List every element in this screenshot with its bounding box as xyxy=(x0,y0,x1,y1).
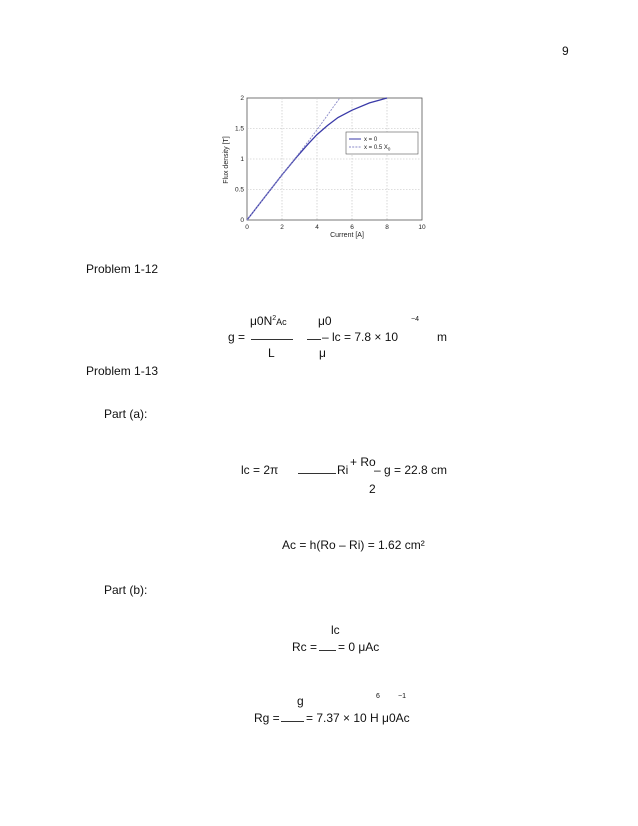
p12-fraction-bar-1 xyxy=(251,339,293,340)
lc-ro: + Ro xyxy=(350,455,376,469)
x-tick-label: 0 xyxy=(245,224,249,231)
rc-rhs: = 0 μAc xyxy=(338,640,380,654)
p12-rhs: – lc = 7.8 × 10 xyxy=(322,330,399,344)
rg-numerator: g xyxy=(297,694,304,708)
plot-legend xyxy=(346,132,418,154)
problem-1-12-heading: Problem 1-12 xyxy=(86,262,159,276)
rc-lhs: Rc = xyxy=(292,640,318,654)
rg-exponent-6: 6 xyxy=(376,693,380,700)
p12-unit: m xyxy=(437,330,447,344)
rg-fraction-bar xyxy=(281,721,304,722)
y-tick-label: 0.5 xyxy=(234,186,244,194)
p12-exponent: −4 xyxy=(411,316,419,323)
problem-1-13-heading: Problem 1-13 xyxy=(86,364,159,378)
y-tick-label: 1 xyxy=(240,156,244,164)
lc-rhs: – g = 22.8 cm xyxy=(374,463,448,477)
lc-denominator: 2 xyxy=(369,482,376,496)
p12-num-ac: Ac xyxy=(276,317,287,327)
p12-numerator xyxy=(250,314,287,328)
y-axis-label: Flux density [T] xyxy=(223,136,230,184)
x-tick-label: 10 xyxy=(418,224,426,231)
rc-fraction-bar xyxy=(319,650,336,651)
ac-equation: Ac = h(Ro – Ri) = 1.62 cm² xyxy=(282,538,425,552)
lc-ri: Ri xyxy=(337,463,349,477)
x-tick-label: 4 xyxy=(315,224,319,231)
x-tick-label: 2 xyxy=(280,224,284,231)
p12-num-mu0n: μ0N xyxy=(250,314,273,328)
legend-entry-1: x = 0 xyxy=(364,137,378,144)
plot-grid xyxy=(247,98,422,220)
y-tick-label: 0 xyxy=(240,217,244,225)
rc-numerator: lc xyxy=(331,623,340,637)
p12-mu0: μ0 xyxy=(318,314,332,328)
y-tick-label: 1.5 xyxy=(234,125,244,133)
x-tick-label: 6 xyxy=(350,224,354,231)
lc-lhs: lc = 2π xyxy=(241,463,279,477)
p12-fraction-bar-2 xyxy=(307,339,321,340)
p12-denominator-l: L xyxy=(268,346,275,360)
rg-exponent-minus-1: −1 xyxy=(398,693,406,700)
part-a-label: Part (a): xyxy=(104,407,148,421)
legend-entry-subscript: 0 xyxy=(387,146,391,152)
p12-lhs: g = xyxy=(228,330,246,344)
legend-entry-2: x = 0.5 $X_0$ xyxy=(364,145,391,152)
lc-fraction-bar xyxy=(298,473,336,474)
page-number: 9 xyxy=(562,44,569,58)
rg-rhs: = 7.37 × 10 H μ0Ac xyxy=(306,711,410,725)
flux-current-chart xyxy=(214,88,436,240)
p12-denominator-mu: μ xyxy=(319,346,326,360)
y-tick-label: 2 xyxy=(240,95,244,103)
x-tick-label: 8 xyxy=(385,224,389,231)
rg-lhs: Rg = xyxy=(254,711,280,725)
x-axis-label: Current [A] xyxy=(330,232,364,239)
p12-num-sup: 2 xyxy=(272,315,277,322)
part-b-label: Part (b): xyxy=(104,583,148,597)
